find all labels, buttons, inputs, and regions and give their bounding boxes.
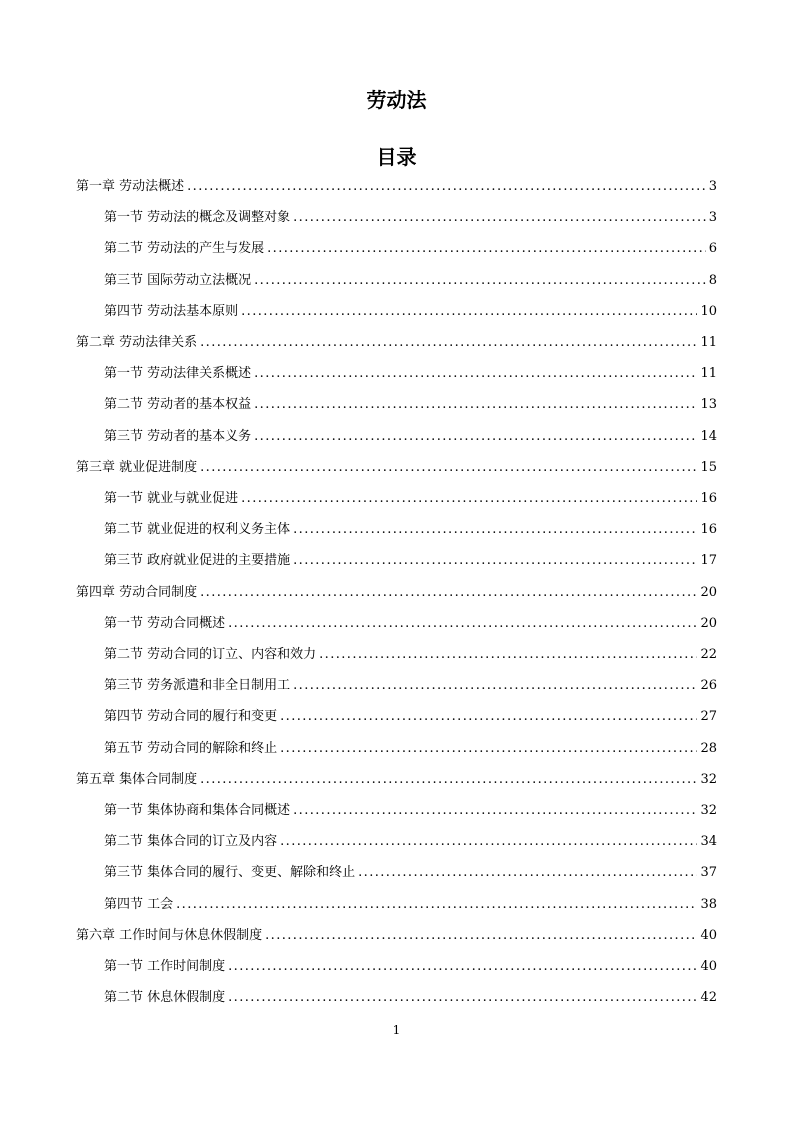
toc-dot-leader bbox=[254, 426, 697, 448]
toc-entry-page: 40 bbox=[700, 927, 717, 943]
toc-dot-leader bbox=[228, 956, 697, 978]
toc-entry-label: 第五节 劳动合同的解除和终止 bbox=[104, 740, 278, 756]
toc-section-entry[interactable] bbox=[104, 363, 717, 385]
toc-chapter-entry[interactable] bbox=[76, 769, 717, 791]
toc-entry-label: 第二节 集体合同的订立及内容 bbox=[104, 834, 278, 850]
toc-entry-page: 27 bbox=[700, 709, 717, 725]
toc-entry-label: 第二节 劳动者的基本权益 bbox=[104, 397, 252, 413]
toc-dot-leader bbox=[280, 706, 697, 728]
toc-section-entry[interactable] bbox=[104, 738, 717, 760]
toc-entry-label: 第三节 集体合同的履行、变更、解除和终止 bbox=[104, 865, 356, 881]
toc-section-entry[interactable] bbox=[104, 862, 717, 884]
toc-entry-page: 17 bbox=[700, 553, 717, 569]
toc-entry-page: 20 bbox=[700, 584, 717, 600]
toc-entry-page: 26 bbox=[700, 678, 717, 694]
toc-entry-page: 32 bbox=[700, 803, 717, 818]
toc-entry-label: 第二章 劳动法律关系 bbox=[76, 335, 198, 350]
toc-entry-label: 第一节 劳动合同概述 bbox=[104, 615, 226, 631]
toc-chapter-entry[interactable] bbox=[76, 582, 717, 604]
toc-dot-leader bbox=[200, 457, 697, 479]
toc-dot-leader bbox=[200, 769, 697, 791]
toc-section-entry[interactable] bbox=[104, 675, 717, 697]
toc-dot-leader bbox=[241, 488, 697, 510]
toc-entry-page: 13 bbox=[700, 397, 717, 413]
toc-entry-page: 42 bbox=[700, 990, 717, 1006]
toc-section-entry[interactable] bbox=[104, 894, 717, 916]
toc-dot-leader bbox=[241, 301, 697, 323]
toc-section-entry[interactable] bbox=[104, 270, 717, 292]
toc-dot-leader bbox=[254, 363, 697, 385]
toc-entry-page: 38 bbox=[700, 896, 717, 912]
toc-dot-leader bbox=[228, 987, 697, 1009]
toc-section-entry[interactable] bbox=[104, 519, 717, 541]
toc-dot-leader bbox=[187, 176, 706, 198]
toc-entry-label: 第三章 就业促进制度 bbox=[76, 459, 198, 475]
toc-dot-leader bbox=[254, 270, 706, 292]
document-title: 劳动法 bbox=[366, 88, 427, 112]
toc-section-entry[interactable] bbox=[104, 831, 717, 853]
toc-entry-label: 第三节 政府就业促进的主要措施 bbox=[104, 553, 291, 569]
toc-entry-page: 34 bbox=[700, 834, 717, 850]
toc-entry-page: 6 bbox=[708, 241, 717, 257]
toc-entry-page: 8 bbox=[708, 272, 717, 288]
toc-chapter-entry[interactable] bbox=[76, 457, 717, 479]
toc-entry-label: 第三节 劳务派遣和非全日制用工 bbox=[104, 678, 291, 694]
toc-section-entry[interactable] bbox=[104, 301, 717, 323]
toc-entry-label: 第六章 工作时间与休息休假制度 bbox=[76, 927, 263, 943]
toc-dot-leader bbox=[293, 519, 697, 541]
toc-entry-label: 第二节 就业促进的权利义务主体 bbox=[104, 522, 291, 538]
toc-dot-leader bbox=[358, 862, 697, 884]
toc-entry-label: 第四节 劳动法基本原则 bbox=[104, 303, 239, 319]
toc-entry-label: 第一章 劳动法概述 bbox=[76, 179, 185, 194]
toc-dot-leader bbox=[293, 207, 706, 229]
toc-entry-label: 第二节 休息休假制度 bbox=[104, 990, 226, 1006]
toc-dot-leader bbox=[265, 925, 697, 947]
toc-entry-page: 16 bbox=[700, 491, 717, 506]
toc-section-entry[interactable] bbox=[104, 488, 717, 510]
toc-dot-leader bbox=[280, 831, 697, 853]
toc-dot-leader bbox=[267, 238, 706, 260]
toc-entry-label: 第四节 劳动合同的履行和变更 bbox=[104, 709, 278, 725]
toc-dot-leader bbox=[319, 644, 697, 666]
toc-chapter-entry[interactable] bbox=[76, 176, 717, 198]
toc-entry-label: 第一节 集体协商和集体合同概述 bbox=[104, 803, 291, 818]
toc-entry-page: 15 bbox=[700, 459, 717, 475]
toc-section-entry[interactable] bbox=[104, 613, 717, 635]
toc-dot-leader bbox=[200, 582, 697, 604]
toc-section-entry[interactable] bbox=[104, 800, 717, 822]
toc-entry-label: 第一节 工作时间制度 bbox=[104, 959, 226, 974]
toc-entry-page: 40 bbox=[700, 959, 717, 974]
toc-entry-page: 10 bbox=[700, 303, 717, 319]
toc-entry-label: 第三节 劳动者的基本义务 bbox=[104, 428, 252, 444]
toc-entry-page: 16 bbox=[700, 522, 717, 538]
toc-dot-leader bbox=[293, 675, 697, 697]
toc-entry-page: 11 bbox=[700, 366, 717, 382]
toc-chapter-entry[interactable] bbox=[76, 332, 717, 354]
toc-section-entry[interactable] bbox=[104, 956, 717, 978]
toc-entry-page: 22 bbox=[700, 647, 717, 662]
toc-section-entry[interactable] bbox=[104, 394, 717, 416]
toc-dot-leader bbox=[280, 738, 697, 760]
toc-entry-label: 第五章 集体合同制度 bbox=[76, 771, 198, 787]
toc-dot-leader bbox=[254, 394, 697, 416]
toc-dot-leader bbox=[176, 894, 697, 916]
toc-entry-label: 第一节 劳动法的概念及调整对象 bbox=[104, 210, 291, 226]
toc-entry-page: 11 bbox=[700, 335, 717, 350]
toc-entry-label: 第二节 劳动法的产生与发展 bbox=[104, 241, 265, 257]
toc-entry-label: 第一节 就业与就业促进 bbox=[104, 491, 239, 506]
toc-entry-label: 第一节 劳动法律关系概述 bbox=[104, 366, 252, 382]
toc-entry-page: 20 bbox=[700, 615, 717, 631]
toc-section-entry[interactable] bbox=[104, 644, 717, 666]
toc-heading: 目录 bbox=[376, 145, 417, 169]
toc-entry-page: 32 bbox=[700, 771, 717, 787]
toc-entry-page: 14 bbox=[700, 428, 717, 444]
toc-entry-label: 第三节 国际劳动立法概况 bbox=[104, 272, 252, 288]
toc-entry-label: 第二节 劳动合同的订立、内容和效力 bbox=[104, 647, 317, 662]
toc-section-entry[interactable] bbox=[104, 987, 717, 1009]
toc-chapter-entry[interactable] bbox=[76, 925, 717, 947]
toc-section-entry[interactable] bbox=[104, 426, 717, 448]
toc-section-entry[interactable] bbox=[104, 238, 717, 260]
toc-entry-page: 3 bbox=[708, 179, 717, 194]
toc-entry-label: 第四章 劳动合同制度 bbox=[76, 584, 198, 600]
toc-section-entry[interactable] bbox=[104, 550, 717, 572]
toc-section-entry[interactable] bbox=[104, 207, 717, 229]
toc-entry-page: 28 bbox=[700, 740, 717, 756]
toc-entry-page: 3 bbox=[708, 210, 717, 226]
toc-dot-leader bbox=[200, 332, 697, 354]
toc-dot-leader bbox=[293, 550, 697, 572]
toc-entry-page: 37 bbox=[700, 865, 717, 881]
toc-entry-label: 第四节 工会 bbox=[104, 896, 174, 912]
page-number: 1 bbox=[392, 1023, 401, 1037]
toc-dot-leader bbox=[293, 800, 697, 822]
toc-section-entry[interactable] bbox=[104, 706, 717, 728]
toc-dot-leader bbox=[228, 613, 697, 635]
